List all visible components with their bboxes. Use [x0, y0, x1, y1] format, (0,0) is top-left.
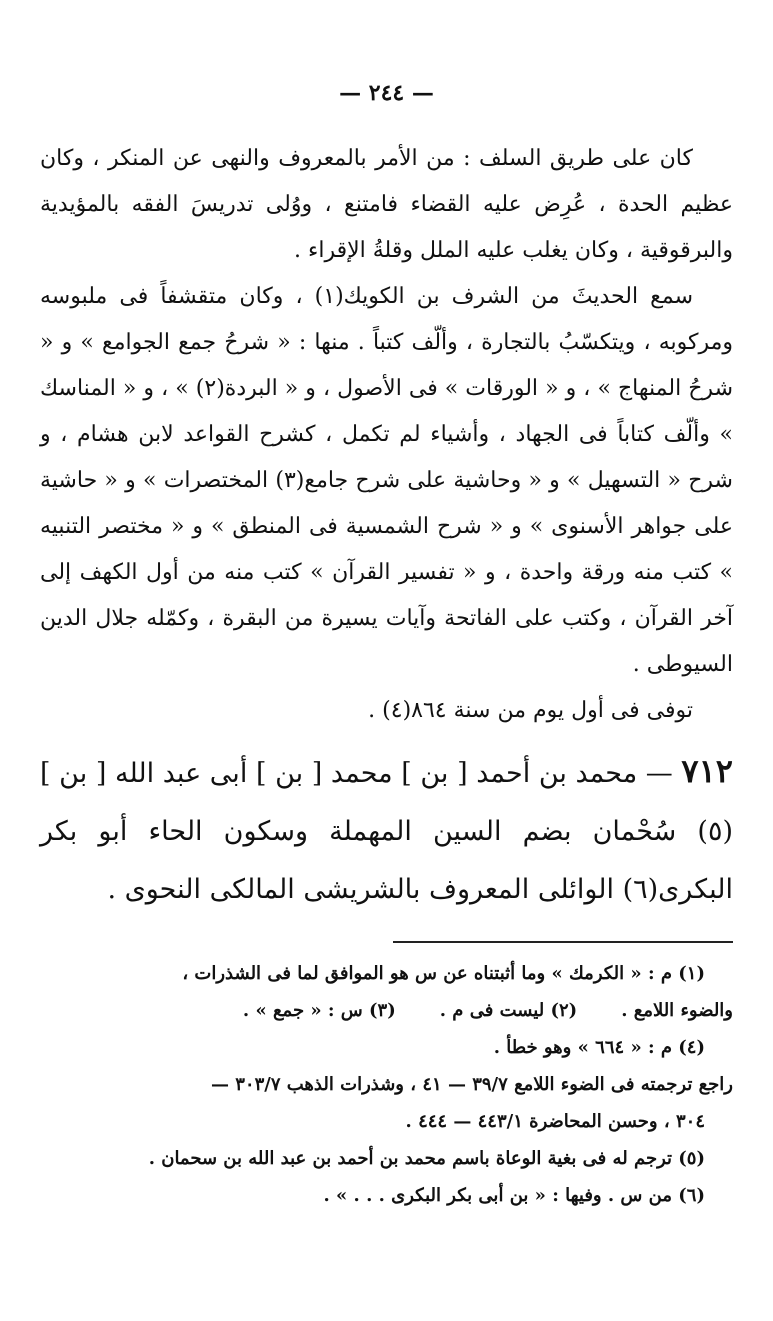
footnote-1-cont: والضوء اللامع .: [621, 1000, 733, 1021]
footnote-6: (٦) من س . وفيها : « بن أبى بكر البكرى . . . » .: [323, 1185, 705, 1206]
paragraph-1: كان على طريق السلف : من الأمر بالمعروف والنهى عن المنكر ، وكان عظيم الحدة ، عُرِض عليه القضاء فامتنع ، ووُلى تدريسَ الفقه بالمؤيدية والبرقوقية ، وكان يغلب عليه الملل وقلةُ الإقراء .: [40, 146, 733, 263]
footnote-4: (٤) م : « ٦٦٤ » وهو خطأ .: [493, 1037, 705, 1058]
footnotes: [40, 955, 733, 1214]
page-number: — ٢٤٤ —: [339, 80, 434, 106]
footnote-divider: [393, 941, 733, 943]
entry-number: ٧١٢: [681, 752, 733, 790]
footnote-row: [40, 992, 733, 1029]
paragraph-3: توفى فى أول يوم من سنة ٨٦٤(٤) .: [368, 698, 693, 723]
footnote-2: (٢) ليست فى م .: [439, 1000, 578, 1021]
paragraph-2: سمع الحديثَ من الشرف بن الكويك(١) ، وكان متقشفاً فى ملبوسه ومركوبه ، ويتكسّبُ بالتجارة ، وألّف كتباً . منها : « شرحُ جمع الجوامع » و « شرحُ المنهاج » ، و « الورقات » فى الأصول ، و « البردة(٢) » ، و « المناسك » وألّف كتاباً فى الجهاد ، وأشياء لم تكمل ، كشرح القواعد لابن هشام ، و شرح « التسهيل » و « وحاشية على شرح جامع(٣) المختصرات » و « حاشية على جواهر الأسنوى » و « شرح الشمسية فى المنطق » و « مختصر التنبيه » كتب منه ورقة واحدة ، و « تفسير القرآن » كتب منه من أول الكهف إلى آخر القرآن ، وكتب على الفاتحة وآيات يسيرة من البقرة ، وكمّله جلال الدين السيوطى .: [40, 284, 734, 677]
footnote-3: (٣) س : « جمع » .: [242, 1000, 396, 1021]
reference-line-2: ٣٠٤ ، وحسن المحاضرة ٤٤٣/١ — ٤٤٤ .: [405, 1111, 705, 1132]
biography-entry: [40, 742, 733, 919]
reference-line-1: راجع ترجمته فى الضوء اللامع ٣٩/٧ — ٤١ ، وشذرات الذهب ٣٠٣/٧ —: [210, 1074, 733, 1095]
footnote-5: (٥) ترجم له فى بغية الوعاة باسم محمد بن أحمد بن عبد الله بن سحمان .: [148, 1148, 705, 1169]
entry-heading: — محمد بن أحمد [ بن ] محمد [ بن ] أبى عبد الله [ بن ](٥) سُحْمان بضم السين المهملة وسكون الحاء أبو بكر البكرى(٦) الوائلى المعروف بالشريشى المالكى النحوى .: [40, 758, 733, 905]
footnote-1: (١) م : « الكرمك » وما أثبتناه عن س هو الموافق لما فى الشذرات ،: [182, 963, 705, 984]
body-text: [40, 136, 733, 734]
